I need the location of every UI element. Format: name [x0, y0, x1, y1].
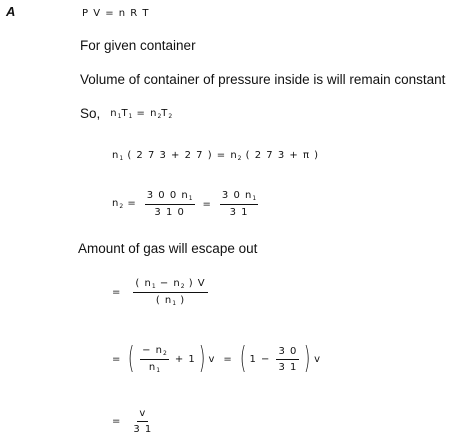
fraction-numerator: v	[137, 408, 148, 422]
fraction-numerator: − $n_2$	[140, 345, 169, 360]
fraction-minus-n2-over-n1	[140, 345, 169, 374]
fraction-numerator: 3 0 0 $n_1$	[145, 190, 195, 205]
statement-container: For given container	[80, 38, 196, 53]
escape-fraction	[133, 278, 207, 307]
volume-v: v	[208, 353, 216, 365]
so-equation-line	[80, 106, 172, 121]
close-paren: )	[198, 341, 206, 376]
statement-volume-constant: Volume of container of pressure inside is will remain constant	[80, 72, 446, 87]
so-label: So,	[80, 106, 101, 121]
fraction-denominator: 3 1	[133, 424, 153, 435]
solution-marker: A	[6, 4, 16, 19]
volume-v: v	[314, 353, 321, 365]
close-paren: )	[304, 341, 312, 376]
equals-sign: =	[112, 353, 122, 365]
fraction-denominator: ( $n_1$ )	[155, 295, 186, 307]
statement-escape: Amount of gas will escape out	[78, 241, 258, 256]
ideal-gas-equation: P V = n R T	[82, 8, 150, 19]
simplification-line	[112, 341, 321, 376]
open-paren: (	[128, 341, 136, 376]
open-paren: (	[239, 341, 247, 376]
n2-equation	[112, 190, 260, 218]
fraction-denominator: 3 1 0	[154, 207, 185, 218]
n1t1-equals-n2t2: $n_1T_1 = n_2T_2$	[110, 107, 173, 120]
fraction-300n1-over-310	[145, 190, 195, 218]
equals-sign: =	[112, 287, 122, 298]
n2-lhs: $n_2$ =	[112, 198, 137, 210]
final-answer-line	[112, 408, 156, 435]
fraction-numerator: 3 0	[276, 346, 299, 360]
escape-fraction-line	[112, 278, 210, 307]
fraction-denominator: $n_1$	[148, 361, 161, 374]
fraction-numerator: ( $n_1 - n_2$ ) V	[133, 278, 207, 293]
fraction-v-over-31	[131, 408, 154, 435]
fraction-30n1-over-31	[220, 190, 258, 218]
fraction-numerator: 3 0 $n_1$	[220, 190, 258, 205]
equals-sign: =	[223, 353, 233, 365]
fraction-30-over-31	[276, 346, 299, 373]
equals-sign: =	[202, 198, 212, 210]
fraction-denominator: 3 1	[229, 207, 249, 218]
one-minus: 1 −	[249, 353, 271, 365]
temperature-equation: $n_1$ ( 2 7 3 + 2 7 ) = $n_2$ ( 2 7 3 + π )	[112, 150, 320, 162]
plus-one: + 1	[174, 353, 196, 365]
equals-sign: =	[112, 416, 122, 427]
fraction-denominator: 3 1	[278, 361, 298, 373]
